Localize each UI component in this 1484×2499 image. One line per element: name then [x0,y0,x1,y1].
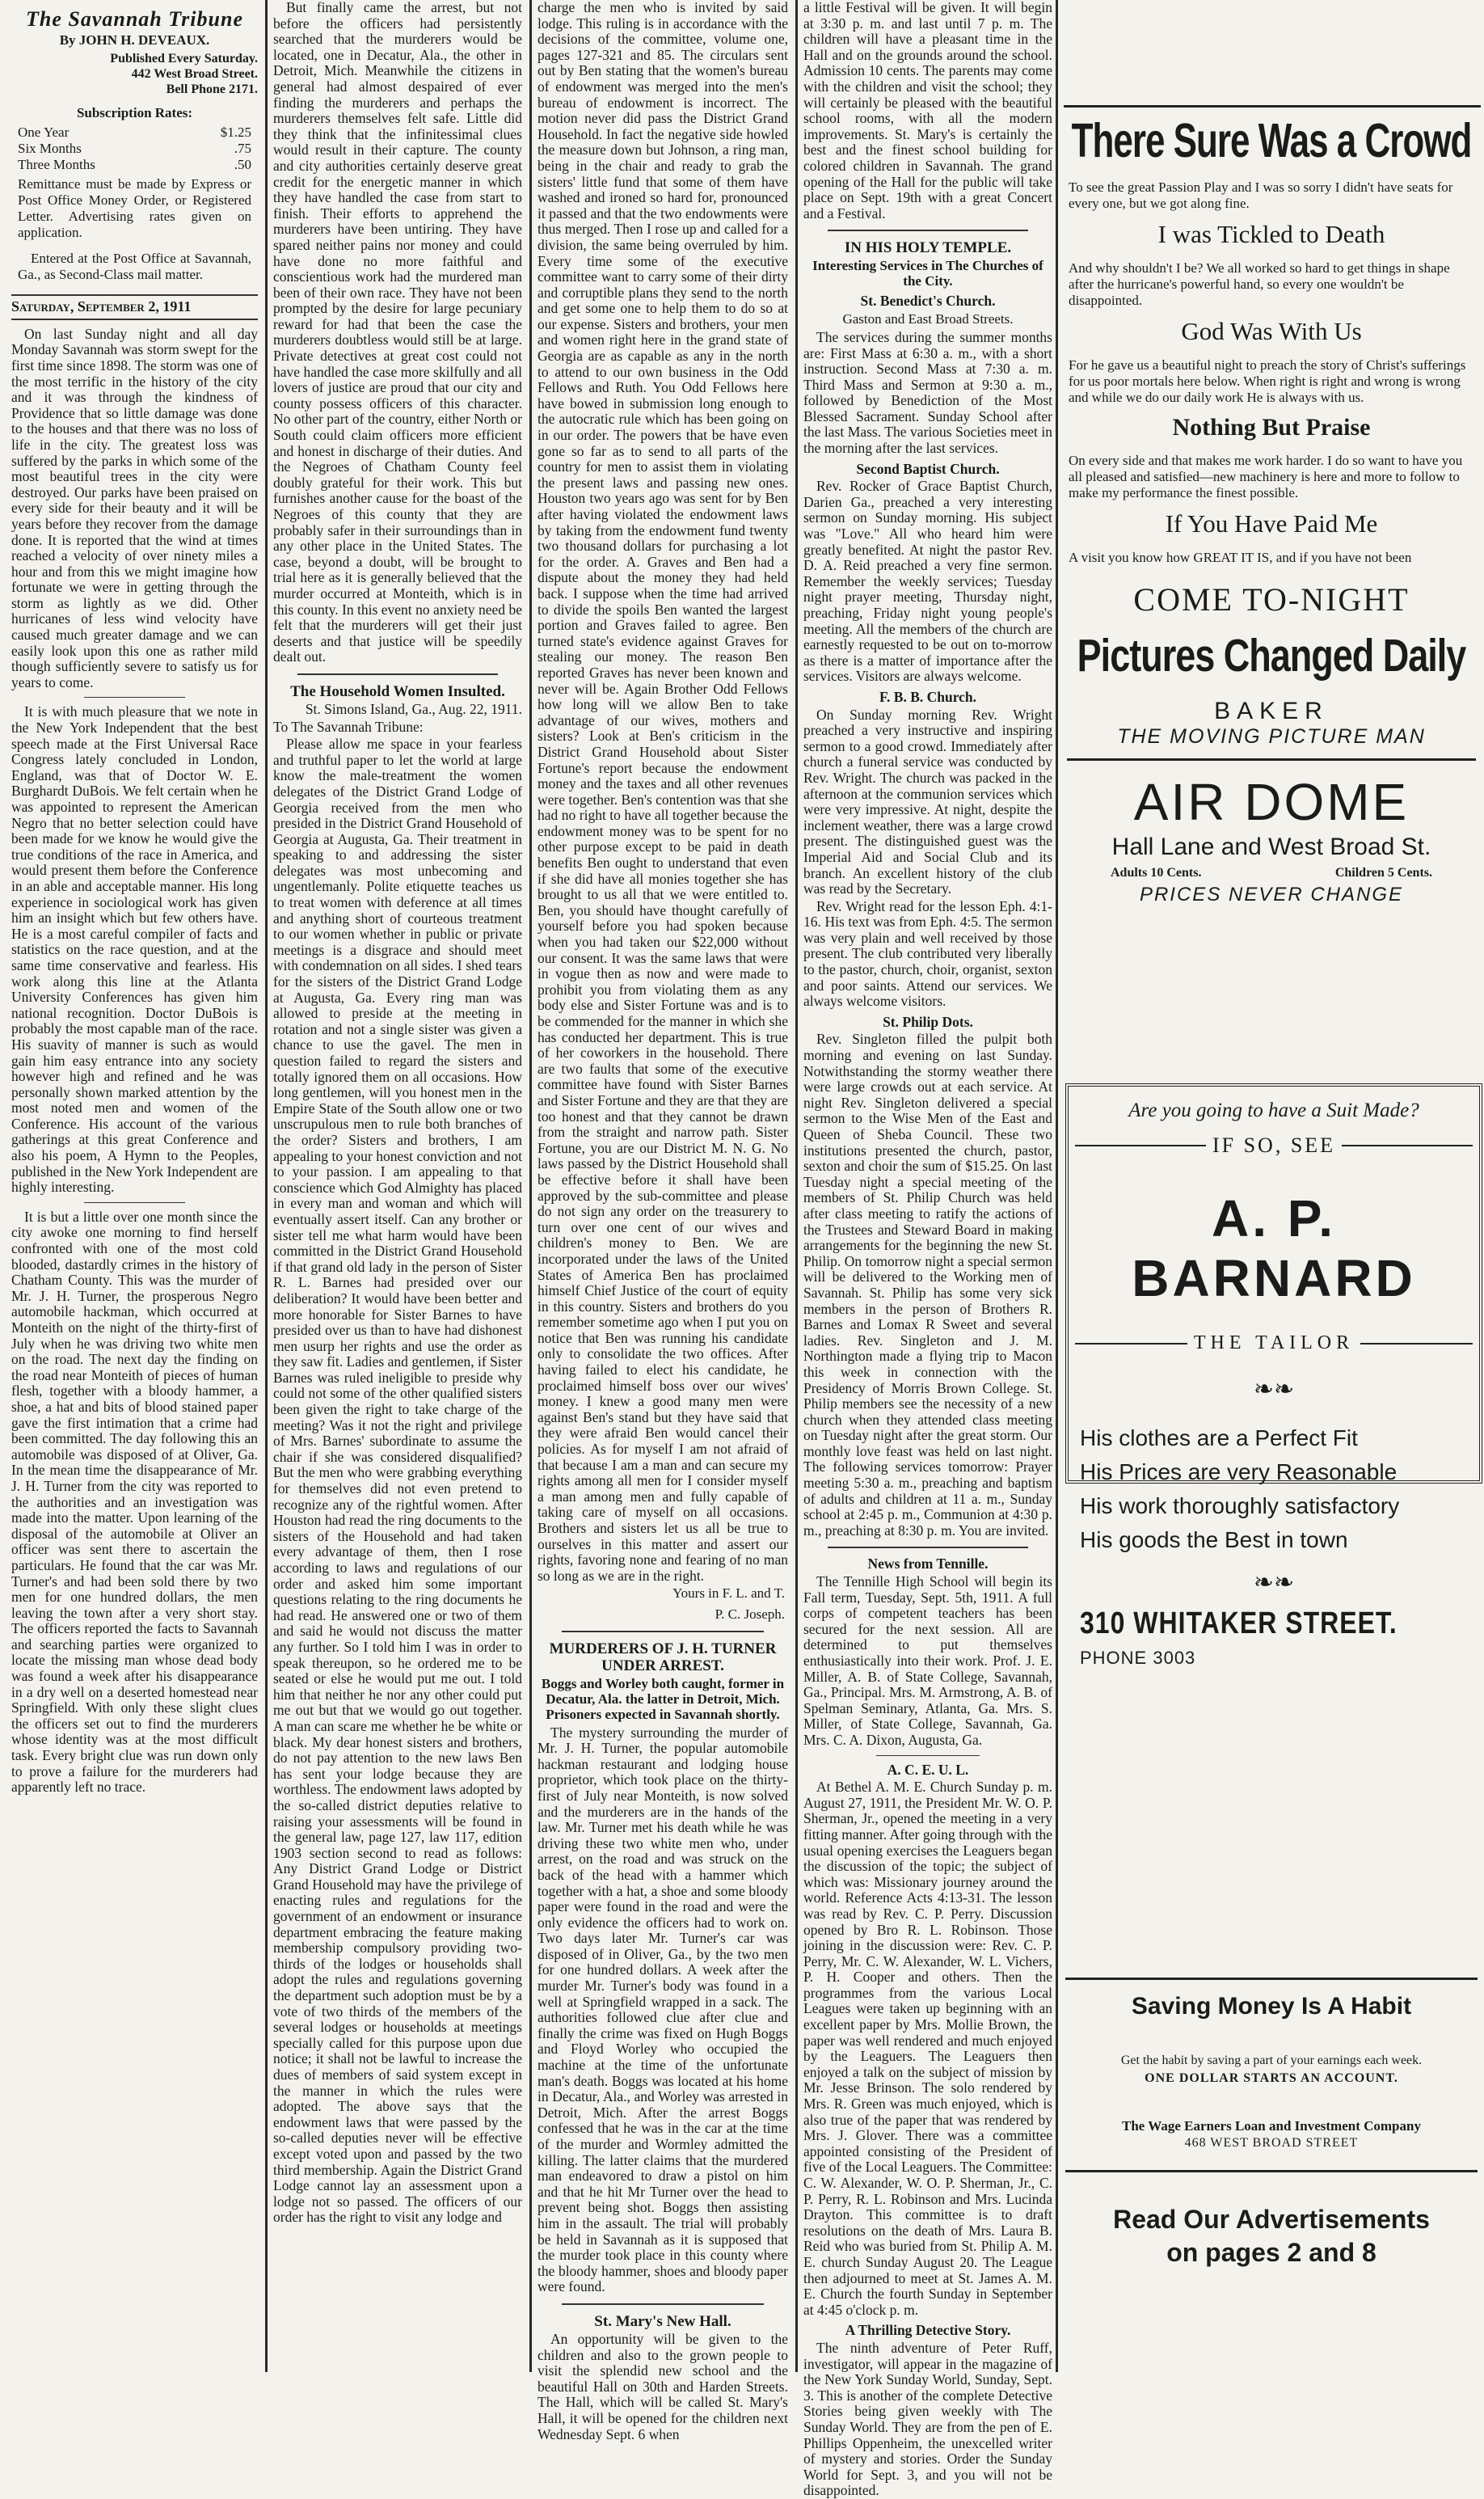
rate-row: One Year $1.25 [18,125,251,141]
letter-body: Please allow me space in your fearless and truthful paper to let the world at large know the male-treatment the women delegates of the District Grand Lodge of Georgia received from the men who presided in the District Grand Household of Georgia at Augusta, Ga. Their treatment in speaking to and addressing the sister delegates was most unbecoming and ungentlemanly. Polite etiquette teaches us to treat women with deference at all times and anything short of courteous treatment to our women whether in public or private meetings is a disgrace and should meet with condemnation on all sides. I shed tears for the sisters of the District Grand Lodge at Augusta, Ga. Every ring man was allowed to preside at the meeting in rotation and not a single sister was given a chance to use the gavel. The men in question failed to regard the sisters and totally ignored them on all occasions. How long gentlemen, will you honest men in the Empire State of the South allow one or two unscrupulous men to rule both branches of the order? Sisters and brothers, I am appealing to your honest conviction and not to your passion. I am appealing to that conscience which God Almighty has placed in every man and woman and which will eventually assert itself. Can any brother or sister tell me what harm would have been committed in the District Grand Household if that grand old lady in the person of Sister R. L. Barnes had presided over our deliberation? It would have been better and more honorable for Sister Barnes to have presided over us than to have had dishonest men usurp her rights and use the order as they saw fit. Ladies and gentlemen, if Sister Barnes was ruled ineligible to preside why could not some of the other qualified sisters been given the right to take charge of the meeting? Was it not the right and privilege of Mrs. Barnes' subordinate to assume the chair if she was considered disqualified? But the men who were grabbing everything for themselves did not even pretend to recognize any of the rightful women. After Houston had read the ring documents to the sisters of the Household and had taken every advantage of them, then I rose according to laws and regulations of our order and asked him some important questions relating to the ring documents he had read. He answered one or two of them and said he would not discuss the matter any further. So I told him I was in order to speak thereupon, so he ordered me to be seated or else he would put me out. I told him that neither he nor any other could put me out but that we would go out together. A man can scare me whether he be white or black. My dear honest sisters and brothers, do not pay attention to the new laws Ben has sent your lodge because they are worthless. The endowment laws adopted by the so-called district deputies relative to raising your assessments will be found in the general law, page 127, law 117, edition 1903 section second to read as follows: Any District Grand Lodge or District Grand Household may have the privilege of enacting rules and regulations for the government of an endowment or insurance department embracing the feature making membership compulsory providing two-thirds of the lodges or households shall adopt the rules and regulations governing the department such adoption must be by a vote of two thirds of the members of the several lodges or households at meetings specially called for this purpose upon due notice; it shall not be lawful to increase the dues of members of said system except in the manner in which the rules were adopted. The above says that the endowment laws that were passed by the so-called deputies never will be effective except voted upon and passed by the two third membership. Again the District Grand Lodge cannot lay an assessment upon a lodge not so passed. The officers of our order has the right to visit any lodge and [273,736,522,2226]
aceul-text: At Bethel A. M. E. Church Sunday p. m. August 27, 1911, the President Mr. W. O. P. Sherman, Jr., opened the meeting in a very fitting manner. After going through with the usual opening exercises the Leaguers began the discussion of the topic; the subject of which was: Missionary journey around the world. Reference Acts 4:13-31. The lesson was read by Rev. C. P. Perry. Discussion opened by Bro R. L. Robinson. Those joining in the discussion were: Rev. C. P. Perry, Mr. C. W. Alexander, W. L. Vichers, P. H. Cooper and others. Then the programmes from the various Local Leagues were taken up beginning with an excellent paper by Mrs. Mollie Brown, the paper was well rendered and much enjoyed by the Leaguers. The Leaguers then enjoyed a talk on the subject of mission by Mr. Jesse Brinson. The solo rendered by Mrs. R. Green was much enjoyed, which is also true of the paper that was rendered by Mrs. J. Glover. There was a committee appointed consisting of the President of five of the Local Leaguers. The Committee: C. W. Alexander, W. O. P. Sherman, Jr., C. P. Perry, R. L. Robinson and Mrs. Lucinda Drayton. This committee is to draft resolutions on the death of Mrs. Laura B. Reid who was buried from St. Philip A. M. E. church Sunday August 20. The League then adjourned to meet at St. James A. M. E. Church the fourth Sunday in September at 4:45 o'clock p. m. [803,1779,1052,2318]
ad-praise-text: On every side and that makes me work harder. I do so want to have you all pleased and satisfied—new machinery is here and more to follow to make my performance the finest possible. [1069,453,1463,500]
st-benedict-address: Gaston and East Broad Streets. [842,310,1014,327]
rate-row: Six Months .75 [18,141,251,157]
headline-murderers: MURDERERS OF J. H. TURNER UNDER ARREST. [549,1640,777,1674]
ad-read-advertisements: Read Our Advertisements [1113,2205,1430,2234]
rates-note: Remittance must be made by Express or Post Office Money Order, or Registered Letter. Advertising rates given on application. [18,176,251,241]
divider [84,697,185,698]
headline-holy-temple: IN HIS HOLY TEMPLE. [844,239,1012,257]
ad-tickled-text: And why shouldn't I be? We all worked so hard to get things in shape after the hurricane's powerful hand, so every one wouldn't be disappointed. [1069,260,1450,308]
rule-line [1360,1343,1473,1344]
rule-line [1342,1145,1473,1146]
column-rule [265,0,268,2372]
masthead-published: Published Every Saturday. [110,52,258,66]
ad-savings-company: The Wage Earners Loan and Investment Company [1122,2118,1421,2134]
masthead-office: 442 West Broad Street. [131,67,258,82]
list-item: His clothes are a Perfect Fit [1080,1425,1358,1450]
ad-savings [1062,1978,1481,2372]
entered-note: Entered at the Post Office at Savannah, Ga., as Second-Class mail matter. [18,251,251,283]
ad-crowd-text: To see the great Passion Play and I was so sorry I didn't have seats for every one, but we got along fine. [1069,179,1453,211]
divider [297,673,498,675]
heading-st-benedict: St. Benedict's Church. [860,293,996,310]
headline-household-women: The Household Women Insulted. [290,682,505,700]
masthead-phone: Bell Phone 2171. [166,82,258,97]
ad-tailor [1065,1083,1482,1668]
ornament-icon: ❧❧ [1253,1569,1295,1596]
ad-tailor-list [1080,1421,1479,1557]
masthead-editor: By JOHN H. DEVEAUX. [59,32,210,48]
ad-moving-pictures [1062,110,1481,1068]
issue-dateline: Saturday, September 2, 1911 [11,294,258,320]
column-2 [273,0,522,2372]
ad-god-heading: God Was With Us [1181,317,1362,345]
heading-second-baptist: Second Baptist Church. [856,460,1000,477]
ad-prices-never-change: PRICES NEVER CHANGE [1139,884,1404,905]
divider [1065,2170,1478,2172]
ornament-icon: ❧❧ [1253,1376,1295,1403]
letter-closing: Yours in F. L. and T. [672,1585,785,1602]
column-rule [795,0,798,2372]
ad-tailor-title: THE TAILOR [1069,1332,1479,1354]
column-1 [11,0,258,2372]
ad-crowd-headline: There Sure Was a Crowd [1071,114,1472,168]
ad-paid-text: A visit you know how GREAT IT IS, and if you have not been [1069,550,1412,565]
ad-tailor-ifso: IF SO, SEE [1069,1133,1479,1158]
editorial-dubois: It is with much pleasure that we note in the New York Independent that the best speech made at the First Universal Race Congress lately concluded in London, England, was that of Doctor W. E. Burghardt DuBois. We felt certain when he was appointed to represent the American Negro that no better selection could have been made for we know he would give the true conditions of the race in America, and would present them before the Conference in an able and acceptable manner. His long experience in sociological work has given him an insight which but few others have. He is a most careful compiler of facts and statistics on the race question, and at the same time conservative and fearless. His work along this line at the Atlanta University Conferences has given him national recognition. Doctor DuBois is probably the most capable man of the race. His suavity of manner is such as would gain him easy entrance into any society however high and refined and he was personally shown marked attention by the most noted men and women of the Conference. His account of the various gatherings at this great Conference and also his poem, A Hymn to the Peoples, published in the New York Independent are highly interesting. [11,703,258,1196]
column-rule [1056,0,1058,2372]
ad-paid-heading: If You Have Paid Me [1165,509,1378,538]
divider [562,1631,764,1632]
fbb-church-text: On Sunday morning Rev. Wright preached a very instructive and inspiring sermon to a good crowd. Immediately after church a funeral service was conducted by Rev. Wright. The church was packed in the afternoon at the communion services which were very impressive. At night, despite the inclement weather, there was a large crowd present. The distinguished guest was the Imperial Aid and Social Club and its branch. An excellent history of the club was read by the Secretary. [803,706,1052,897]
ad-come-tonight: COME TO-NIGHT [1133,581,1410,618]
article-st-marys-hall: An opportunity will be given to the children and also to the grown people to visit the splendid new school and the beautiful Hall on 30th and Harden Streets. The Hall, which will be called St. Mary's Hall, it will be opened for the children next Wednesday Sept. 6 when [538,2330,788,2442]
list-item: His Prices are very Reasonable [1080,1459,1398,1484]
rates-title: Subscription Rates: [76,105,193,121]
divider [876,1755,980,1756]
column-4 [803,0,1052,2499]
ad-savings-dollar: ONE DOLLAR STARTS AN ACCOUNT. [1145,2071,1398,2085]
heading-aceul: A. C. E. U. L. [887,1761,969,1778]
ad-tailor-name: A. P. BARNARD [1132,1189,1416,1307]
ad-savings-headline: Saving Money Is A Habit [1131,1993,1412,2020]
divider [828,1547,1028,1548]
divider [1064,105,1481,108]
heading-detective-story: A Thrilling Detective Story. [845,2322,1011,2339]
ad-admission-prices [1111,866,1432,880]
editorial-storm: On last Sunday night and all day Monday Savannah was storm swept for the first time since 1898. The storm was one of the most terrific in the history of the city and it was through the kindness of Providence that so little damage was done to the houses and that there was no loss of life in the city. The greatest loss was suffered by the parks in which some of the most beautiful trees in the city were destroyed. Our parks have been praised on every side for their beauty and it will be years before they recover from the damage done. It is reported that the wind at times reached a velocity of over ninety miles a hour and from this we might imagine how fortunate we were in getting through the storm as lightly as we did. Other hurricanes of less wind velocity have caused much greater damage and we can easily look upon this one as rather mild though sufficiently severe to satisfy us for years to come. [11,325,258,690]
st-philip-text: Rev. Singleton filled the pulpit both morning and evening on last Sunday. Notwithstanding the stormy weather there were large crowds out at each service. At night Rev. Singleton delivered a special sermon to the Wise Men of the East and Queen of Sheba Council. These two institutions presented the church, pastor, sexton and choir the sum of $15.25. On last Tuesday night a special meeting of the members of St. Philip Church was held after class meeting to ratify the actions of the Trustees and Steward Board in making arrangements for the beginning the new St. Philip. On tomorrow night a special sermon will be delivered to the Working men of Savannah. St. Philip has some very sick members in the person of Brothers R. Barnes and Lomax R Sweet and several ladies. Rev. Singleton and J. M. Northington made a flying trip to Macon this week in connection with the Presidency of Morris Brown College. St. Philip members see the necessity of a new church when they attended class meeting on Tuesday night after the great storm. Our monthly love feast was held on last night. The following services tomorrow: Prayer meeting 5:30 a. m., preaching and baptism of adults and children at 11 a. m., Sunday school at 2:45 p. m., Communion at 4:30 p. m., preaching at 8:30 p. m. You are invited. [803,1031,1052,1539]
divider [84,1202,185,1203]
ad-savings-text: Get the habit by saving a part of your earnings each week. [1120,2054,1423,2067]
divider [1065,1978,1478,1980]
tennille-text: The Tennille High School will begin its Fall term, Tuesday, Sept. 5th, 1911. A full corps of competent teachers has been secured for the next session. All are determined to put themselves enthusiastically into their work. Prof. J. E. Miller, A. B. of State College, Savannah, Ga., Principal. Mrs. M. Armstrong, A. B. of Spelman Seminary, Atlanta, Ga. Mrs. S. Miller, of State College, Savannah, Ga. Mrs. C. A. Dixon, Augusta, Ga. [803,1573,1052,1748]
heading-st-philip: St. Philip Dots. [883,1013,973,1030]
ad-hall-address: Hall Lane and West Broad St. [1111,834,1431,860]
heading-fbb-church: F. B. B. Church. [879,688,977,705]
subscription-rates [18,105,251,283]
subhead-holy-temple: Interesting Services in The Churches of the City. [812,258,1043,289]
ad-savings-address: 468 WEST BROAD STREET [1184,2136,1359,2150]
rate-row: Three Months .50 [18,157,251,173]
ad-tailor-question: Are you going to have a Suit Made? [1128,1100,1419,1121]
letter-signature: P. C. Joseph. [715,1606,785,1622]
editorial-turner-continued: But finally came the arrest, but not before the officers had persistently searched that the murderers would be located, one in Decatur, Ala., the other in Detroit, Mich. Meanwhile the citizens in general had almost despaired of ever finding the murderers and perhaps the murderers themselves felt safe. Little did they think that the infinitessimal clues would result in their capture. The county and city authorities certainly deserve great credit for the energetic manner in which they have handled the case from start to finish. Their efforts to apprehend the murderers have been untiring. They have spared neither pains nor money and could have done no more faithful and conscientious work had the murdered man been of their own race. They have not been prompted by the desire for large pecuniary reward for had that been the case the murderers doubtless would still be at large. Private detectives at great cost could not have handled the case more skilfully and all lovers of justice are proud that our city and county possess officers of this character. No other part of the country, either North or South could claim officers more efficient and honest in discharge of their duties. And the Negroes of Chatham County feel doubly grateful for their work. This but furnishes another cause for the boast of the Negroes of this county that they are probably safer in their surroundings than in any other place in the United States. The case, beyond a doubt, will be brought to trial here as it is generally believed that the murder occurred at Monteith, which is in this county. In this event no anxiety need be felt that the murderers will get their just deserts and that justice will be speedily dealt out. [273,0,522,665]
rule-line [1075,1145,1206,1146]
ad-tailor-phone: PHONE 3003 [1080,1648,1196,1668]
subhead-murderers: Boggs and Worley both caught, former in Decatur, Ala. the latter in Detroit, Mich. Prisoners expected in Savannah shortly. [541,1675,785,1722]
rule-line [1075,1343,1187,1344]
article-murderers: The mystery surrounding the murder of Mr. J. H. Turner, the popular automobile hackman restaurant and lodging house proprietor, which took place on the thirty-first of July near Monteith, is now solved and the murderers are in the hands of the law. Mr. Turner met his death while he was driving these two white men who, under arrest, on the road and was struck on the back of the head with a hammer which together with a hat, a shoe and some bloody paper were found in the road and were the only evidence the officers had to work on. Two days later Mr. Turner's car was disposed of in Oliver, Ga., by the two men for one hundred dollars. A week after the murder Mr. Turner's body was found in a well at Springfield wrapped in a sack. The authorities followed clue after clue and finally the crime was fixed on Hugh Boggs and Floyd Worley who occupied the machine at the time of the unfortunate man's death. Boggs was located at his home in Decatur, Ala., and Worley was arrested in Detroit, Mich. After the arrest Boggs confessed that he was in the car at the time of the murder and Wormley admitted the killing. The latter claims that the murdered man endeavored to draw a pistol on him and that he hit Mr Turner over the head to prevent being shot. Boggs then assisting him in the assault. The trial will probably be held in Savannah as it is supposed that the murder took place in this county where the bloody hammer, shoes and bloody paper were found. [538,1724,788,2295]
editorial-turner: It is but a little over one month since the city awoke one morning to find herself confronted with one of the most cold blooded, dastardly crimes in the history of Chatham County. This was the murder of Mr. J. H. Turner, the prosperous Negro automobile hackman, which occurred at Monteith on the night of the thirty-first of July when he was driving two white men on the road. The next day the finding on the road near Monteith of pieces of human flesh, together with a bloody hammer, a shoe, a hat and bits of blood stained paper gave the first intimation that a crime had been committed. The day following this an automobile was disposed of at Oliver, Ga. In the mean time the disappearance of Mr. J. H. Turner from the city was reported to the authorities and an investigation was made into the matter. Upon learning of the disposal of the automobile at Oliver an officer was sent there to ascertain the particulars. He found that the car was Mr. Turner's and had been sold there by two men for one hundred dollars, the men leaving the town after a very short stay. The officers reported the facts to Savannah and searching parties were organized to locate the missing man whose dead body was found a week after his disappearance in a dry well on a deserted homestead near Springfield. With only these slight clues the officers set out to find the murderers whose identity was at the most difficult task. Every bright clue was run down only to prove a failure for the murderers had apparently left no trace. [11,1208,258,1796]
column-3 [538,0,788,2442]
ad-praise-heading: Nothing But Praise [1172,414,1371,441]
ad-pictures-changed: Pictures Changed Daily [1077,629,1466,682]
letter-salutation: To The Savannah Tribune: [273,718,424,735]
ad-air-dome: AIR DOME [1067,758,1476,832]
ad-children-price: Children 5 Cents. [1334,866,1432,880]
ad-god-text: For he gave us a beautiful night to preach the story of Christ's sufferings for us poor mortals here below. When right is right and wrong is wrong and while we do our daily work He is always with us. [1069,357,1466,405]
advertisements-column [1060,0,1484,2372]
ad-read-pages: on pages 2 and 8 [1166,2238,1376,2267]
column-rule [529,0,532,2372]
list-item: His goods the Best in town [1080,1527,1348,1552]
second-baptist-text: Rev. Rocker of Grace Baptist Church, Darien Ga., preached a very interesting sermon on Sunday morning. His subject was "Love." All who heard him were greatly benefited. At night the pastor Rev. D. A. Reid preached a very fine sermon. Remember the weekly services; Tuesday night prayer meeting, Thursday night, preaching, Friday night young people's meeting. All the members of the church are earnestly requested to be out on to-morrow as there is a matter of importance after the services. Visitors are always welcome. [803,478,1052,685]
ad-moving-picture-man: THE MOVING PICTURE MAN [1117,725,1426,748]
heading-tennille: News from Tennille. [867,1556,989,1572]
ad-baker: BAKER [1214,698,1329,724]
headline-st-marys-hall: St. Mary's New Hall. [594,2312,731,2330]
ad-tailor-address: 310 WHITAKER STREET. [1080,1605,1398,1640]
st-benedict-text: The services during the summer months are: First Mass at 6:30 a. m., with a short instruction. Second Mass at 7:30 a. m. Third Mass and Sermon at 9:30 a. m., followed by Benediction of the Most Blessed Sacrament. Sunday School after the last Mass. The various Societies meet in the morning after the last services. [803,328,1052,457]
divider [828,230,1028,231]
list-item: His work thoroughly satisfactory [1080,1493,1400,1518]
article-st-marys-continued: a little Festival will be given. It will begin at 3:30 p. m. and last until 7 p. m. The children will have a pleasant time in the Hall and on the grounds around the school. Admission 10 cents. The parents may come with the children and visit the school; they will certainly be pleased with the beautiful school rooms, with all the modern improvements. St. Mary's is certainly the best and the finest school building for colored children in Savannah. The grand opening of the Hall for the public will take place on Sept. 19th with a great Concert and a Festival. [803,0,1052,222]
ad-adults-price: Adults 10 Cents. [1111,866,1202,880]
letter-place: St. Simons Island, Ga., Aug. 22, 1911. [305,700,522,717]
divider [562,2303,764,2305]
detective-story-text: The ninth adventure of Peter Ruff, investigator, will appear in the magazine of the New York Sunday World, Sunday, Sept. 3. This is another of the complete Detective Stories being given weekly with The Sunday World. They are from the pen of E. Phillips Oppenheim, the unexcelled writer of mystery and stories. Order the Sunday World for Sept. 3, and you will not be disappointed. [803,2339,1052,2499]
ad-tickled-heading: I was Tickled to Death [1157,220,1385,248]
masthead-title: The Savannah Tribune [26,7,243,31]
letter-body-continued: charge the men who is invited by said lodge. This ruling is in accordance with the decisions of the committee, volume one, pages 127-321 and 85. The circulars sent out by Ben stating that the women's bureau of endowment was merged into the men's bureau of endowment is incorrect. The motion never did pass the District Grand Household. In fact the negative side howled the measure down but Johnson, a ring man, being in the chair and ready to grab the sisters' little fund that some of them have washed and ironed so hard for, pronounced it passed and that the two endowments were thus merged. Then I rose up and called for a division, the same being overruled by him. Every time some of the executive committee want to carry some of their dirty and corruptible plans they send to the north and get some one to help them to do so at our expense. Sisters and brothers, your men and women right here in the grand state of Georgia are as capable as any in the north to attend to our own business in the Odd Fellows and Ruth. You Odd Fellows here have bowed in submission long enough to the autocratic rule which has been going on in our order. The powers that be have even gone so far as to send to all parts of the country for men to assist them in violating the present laws and passing new ones. Houston two years ago was sent for by Ben after having violated the endowment laws by taking from the endowment fund twenty two thousand dollars for purchasing a lot for the order. A. Graves and Ben had a dispute about the money they had held back. I suppose when the time had arrived to divide the spoils Ben wanted the largest portion and Graves failed to agree. Ben turned state's evidence against Graves for stealing our money. The reason Ben reported Graves has never been known and never will be. Again Brother Odd Fellows how long will we allow Ben to take advantage of our wives, mothers and sisters? Look at Ben's criticism in the District Grand Household about Sister Fortune's report because the endowment money and the taxes and all other revenues were together. Ben's contention was that she had no right to have all together because the endowment money was to be spent for no other purpose except to be paid in death benefits Ben ought to understand that even if she did have all monies together she has brought to us all that we were entitled to. Ben, you should have thought carefully of yourself before you had spoken because when you had taken our $22,000 without our consent. It was the same laws that were in vogue then as now and were made to prohibit you from violating them as any body else and Sister Fortune was and is to be commended for the manner in which she has conducted her department. This is true of her coworkers in the household. There are two faults that some of the executive committee have found with Sister Barnes and Sister Fortune and they are that they are too honest and that they cannot be drawn from the straight and narrow path. Sister Fortune, you are our District M. N. G. No laws passed by the District Household shall be effective before it shall have been approved by the sub-committee and please do not sign any order on the treasurery to turn over one cent of our wives and children's money to Ben. We are incorporated under the laws of the United States of America Ben has proclaimed himself Chief Justice of the court of equity in this country. Sisters and brothers do you remember sometime ago when I put you on notice that Ben was running his candidate only to consolidate the two offices. After having failed to elect his candidate, he proclaimed himself boss over our wives' money. I knew a good many men were against Ben's stand but they have said that they were afraid Ben would cancel their policies. As for myself I am not afraid of that because I am a man and can secure my rights among all men for I consider myself a man among men and fully capable of taking care of myself on all occasions. Brothers and sisters let us all be true to ourselves in this matter and assert our rights, favoring none and fearing of no man so long as we are in the right. [538,0,788,1584]
fbb-church-text-2: Rev. Wright read for the lesson Eph. 4:1-16. His text was from Eph. 4:5. The sermon was very plain and well received by those present. The club contributed very liberally to the pastor, church, choir, organist, sexton and poor saints. Attend our services. We always welcome visitors. [803,897,1052,1010]
